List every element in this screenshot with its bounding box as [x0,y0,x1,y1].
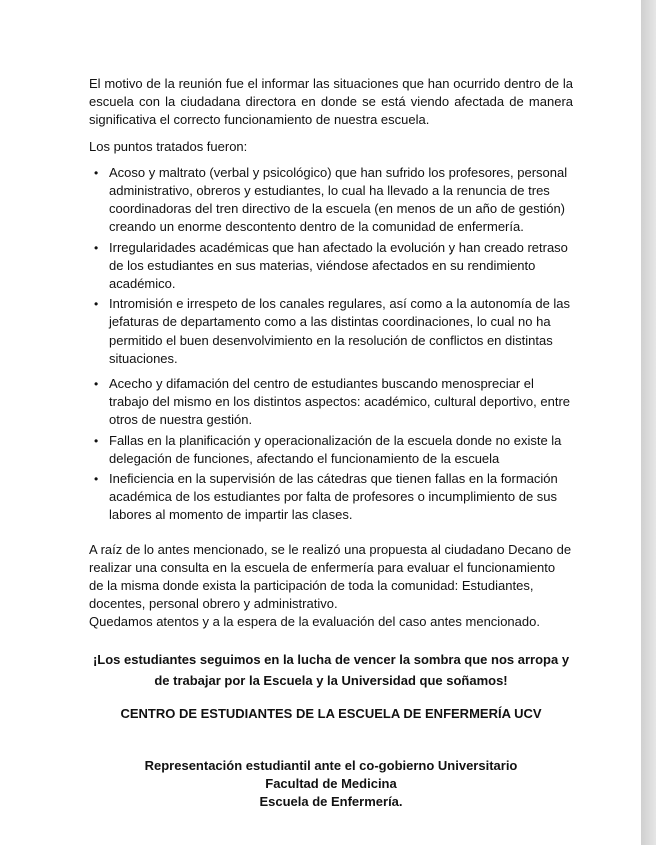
topics-label: Los puntos tratados fueron: [89,138,248,154]
topics-list [89,164,573,525]
topic-item: • Fallas en la planificación y operacionalización de la escuela donde no existe la delegación de funciones, afectando el funcionamiento de la escuela [89,432,573,468]
page-edge [641,0,656,845]
document-body [89,75,573,811]
intro-paragraph: El motivo de la reunión fue el informar las situaciones que han ocurrido dentro de la escuela con la ciudadana directora en donde se está viendo afectada de manera significativa el correcto funcionamiento de nuestra escuela. [89,76,573,128]
topic-item: • Acecho y difamación del centro de estudiantes buscando menospreciar el trabajo del mismo en los distintos aspectos: académico, cultural deportivo, entre otros de nuestra gestión. [89,375,573,430]
faculty-line: Facultad de Medicina [265,775,397,791]
signature-line: CENTRO DE ESTUDIANTES DE LA ESCUELA DE ENFERMERÍA UCV [120,705,542,721]
topic-item: • Intromisión e irrespeto de los canales regulares, así como a la autonomía de las jefaturas de departamento como a las distintas coordinaciones, lo cual no ha permitido el buen desenvolvimiento en la resolución de conflictos en distintas situaciones. [89,295,573,368]
topic-item: • Acoso y maltrato (verbal y psicológico) que han sufrido los profesores, personal administrativo, obreros y estudiantes, lo cual ha llevado a la renuncia de tres coordinadoras del tren directivo de la escuela (en menos de un año de gestión) creando un enorme descontento dentro de la comunidad de enfermería. [89,164,573,237]
representation-line: Representación estudiantil ante el co-gobierno Universitario [144,757,518,773]
slogan [89,649,573,691]
closing-paragraph: Quedamos atentos y a la espera de la evaluación del caso antes mencionado. [89,614,540,630]
proposal-paragraph: A raíz de lo antes mencionado, se le realizó una propuesta al ciudadano Decano de realizar una consulta en la escuela de enfermería para evaluar el funcionamiento de la misma donde exista la participación de toda la comunidad: Estudiantes, docentes, personal obrero y administrativo. [89,541,572,612]
representation-block [89,757,573,811]
slogan-line: de trabajar por la Escuela y la Universidad que soñamos! [154,672,508,688]
topic-item: • Ineficiencia en la supervisión de las cátedras que tienen fallas en la formación académica de los estudiantes por falta de profesores o incumplimiento de sus labores al momento de impartir las clases. [89,470,573,525]
school-line: Escuela de Enfermería. [259,793,403,809]
topic-item: • Irregularidades académicas que han afectado la evolución y han creado retraso de los estudiantes en sus materias, viéndose afectados en su rendimiento académico. [89,239,573,294]
slogan-line: ¡Los estudiantes seguimos en la lucha de vencer la sombra que nos arropa y [92,651,570,667]
